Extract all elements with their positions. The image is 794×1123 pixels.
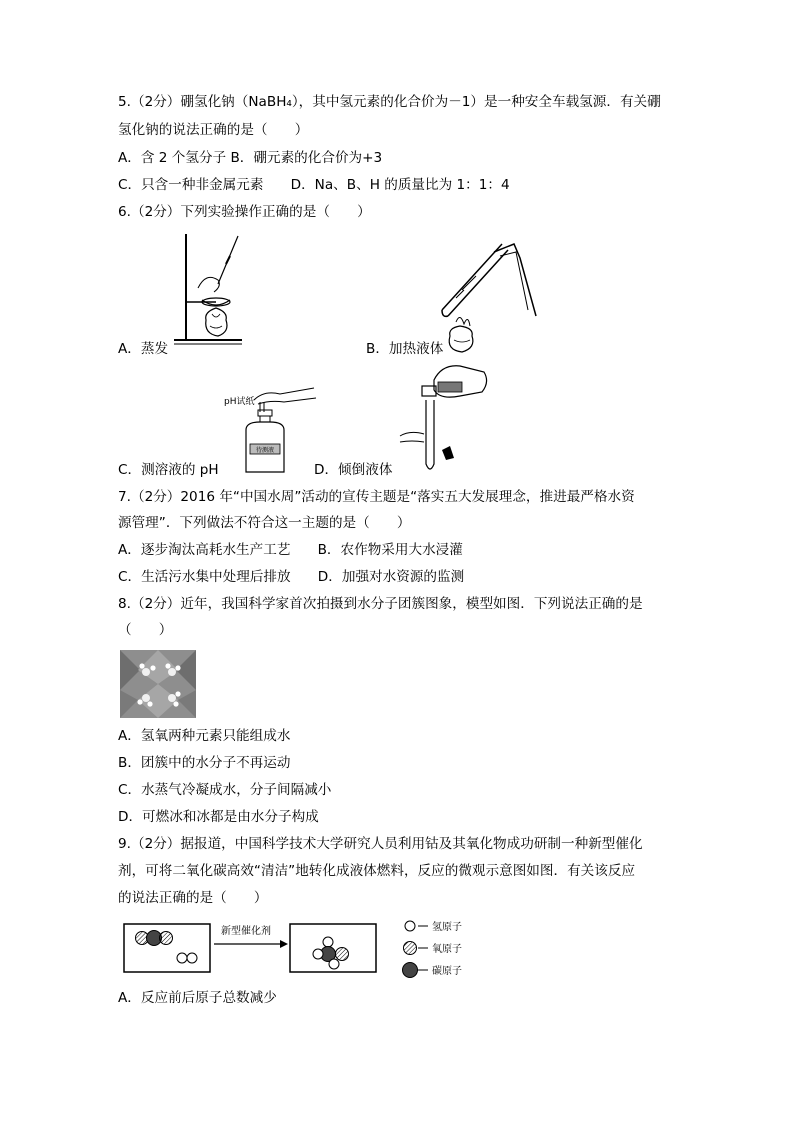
heating-liquid-figure [436, 232, 544, 356]
q6-stem: 6.（2分）下列实验操作正确的是（ ） [118, 204, 371, 220]
q6-option-b: B．加热液体 [366, 341, 444, 357]
q6-option-a: A．蒸发 [118, 341, 169, 357]
q8-stem-line1: 8.（2分）近年，我国科学家首次拍摄到水分子团簇图象，模型如图．下列说法正确的是 [118, 596, 643, 612]
q9-stem-line3: 的说法正确的是（ ） [118, 890, 268, 906]
q9-option-a: A．反应前后原子总数减少 [118, 990, 277, 1006]
q8-option-a: A．氢氧两种元素只能组成水 [118, 728, 291, 744]
ph-paper-label: pH试纸 [224, 397, 255, 407]
legend-hydrogen: 氢原子 [432, 922, 462, 933]
q5-stem-line1: 5.（2分）硼氢化钠（NaBH₄），其中氢元素的化合价为－1）是一种安全车载氢源．有关硼 [118, 94, 661, 110]
evaporation-apparatus-figure [168, 228, 248, 356]
q8-stem-line2: （ ） [118, 622, 173, 638]
q9-stem-line1: 9.（2分）据报道，中国科学技术大学研究人员利用钴及其氧化物成功研制一种新型催化 [118, 836, 643, 852]
pouring-liquid-figure [390, 360, 494, 476]
q7-stem-line2: 源管理”．下列做法不符合这一主题的是（ ） [118, 515, 411, 531]
q7-stem-line1: 7.（2分）2016 年“中国水周”活动的宣传主题是“落实五大发展理念，推进最严格水资 [118, 489, 635, 505]
q8-option-c: C．水蒸气冷凝成水，分子间隔减小 [118, 782, 332, 798]
q8-option-b: B．团簇中的水分子不再运动 [118, 755, 291, 771]
q5-options-ab: A．含 2 个氢分子 B．硼元素的化合价为+3 [118, 150, 383, 166]
q8-option-d: D．可燃冰和冰都是由水分子构成 [118, 809, 319, 825]
q7-options-ab: A．逐步淘汰高耗水生产工艺 B．农作物采用大水浸灌 [118, 542, 463, 558]
ph-test-figure [224, 384, 324, 476]
q7-options-cd: C．生活污水集中处理后排放 D．加强对水资源的监测 [118, 569, 465, 585]
q6-option-c: C．测溶液的 pH [118, 462, 219, 478]
reaction-diagram [122, 918, 522, 980]
bottle-label: 待测液 [255, 447, 275, 454]
q9-stem-line2: 剂，可将二氧化碳高效“清洁”地转化成液体燃料，反应的微观示意图如图．有关该反应 [118, 863, 636, 879]
q5-stem-line2: 氢化钠的说法正确的是（ ） [118, 122, 309, 138]
water-cluster-image [120, 650, 196, 718]
q6-option-d: D．倾倒液体 [314, 462, 393, 478]
catalyst-label: 新型催化剂 [221, 926, 271, 937]
legend-carbon: 碳原子 [432, 966, 462, 977]
q5-options-cd: C．只含一种非金属元素 D．Na、B、H 的质量比为 1：1：4 [118, 177, 510, 193]
legend-oxygen: 氧原子 [432, 944, 462, 955]
